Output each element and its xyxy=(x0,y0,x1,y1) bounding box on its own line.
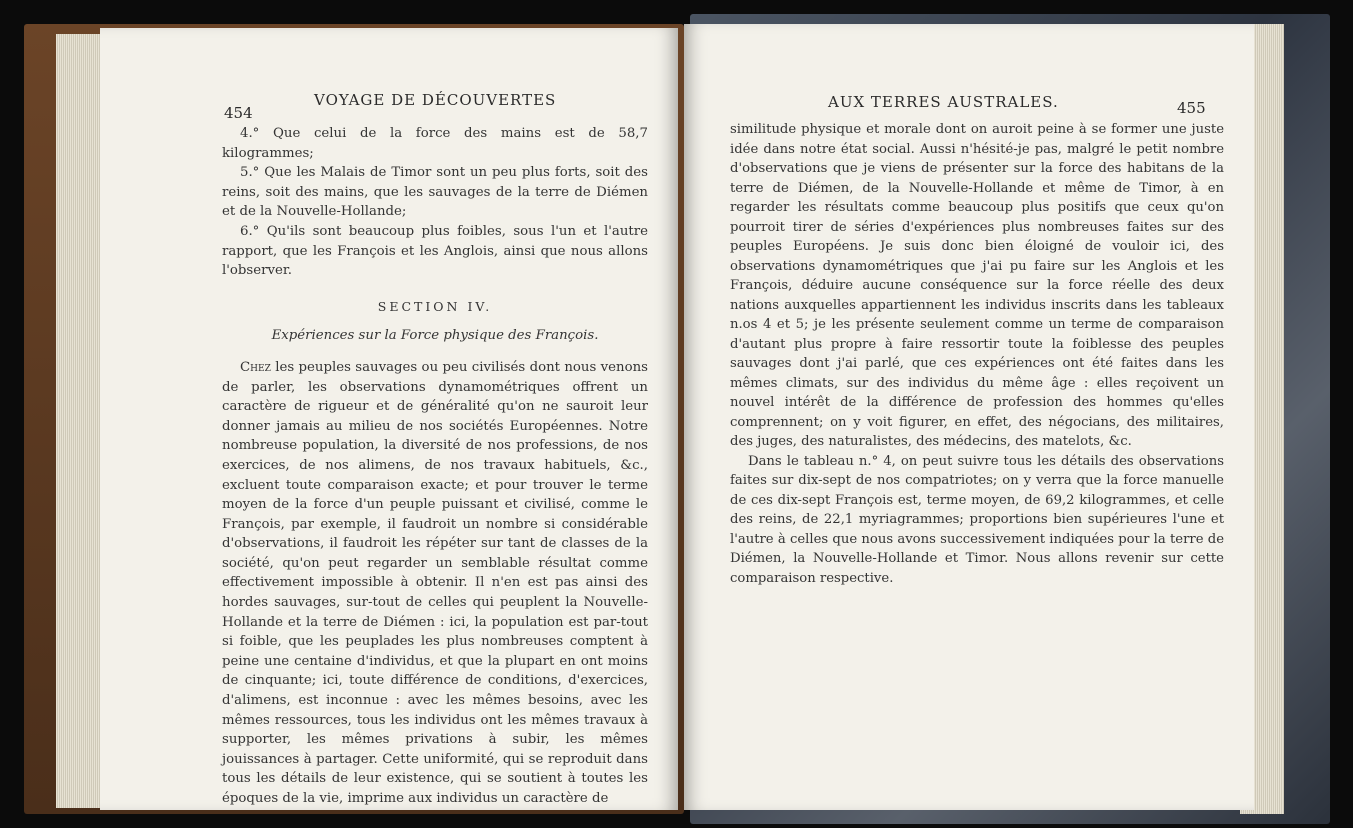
paragraph-2: Dans le tableau n.° 4, on peut suivre tous les détails des observations faites sur dix-sept de nos compatriotes; on y verra que la force manuelle de ces dix-sept François est, terme moyen, de 69,2 kilogrammes, et celle des reins, de 22,1 myriagrammes; proportions bien supérieures l'une et l'autre à celles que nous avons successivement indiquées pour la terre de Diémen, la Nouvelle-Hollande et Timor. Nous allons revenir sur cette comparaison respective. xyxy=(730,453,1224,586)
page-number-right: 455 xyxy=(1177,99,1206,117)
body-text: les peuples sauvages ou peu civilisés dont nous venons de parler, les observations dynamométriques offrent un caractère de rigueur et de généralité qu'on ne sauroit leur donner jamais au milieu de nos sociétés Européennes. Notre nombreuse population, la diversité de nos professions, de nos exercices, de nos alimens, de nos travaux habituels, &c., excluent toute comparaison exacte; et pour trouver le terme moyen de la force d'un peuple puissant et civilisé, comme le François, par exemple, il faudroit un nombre si considérable d'observations, il faudroit les répéter sur tant de classes de la société, qu'on peut regarder un semblable résultat comme effectivement impossible à obtenir. Il n'en est pas ainsi des hordes sauvages, sur-tout de celles qui peuplent la Nouvelle-Hollande et la terre de Diémen : ici, la population est par-tout si foible, que les peuplades les plus nombreuses comptent à peine une centaine d'individus, et que la plupart en ont moins de cinquante; ici, toute différence de conditions, d'exercices, d'alimens, est inconnue : avec les mêmes besoins, avec les mêmes ressources, tous les individus ont les mêmes travaux à supporter, les mêmes privations à subir, les mêmes jouissances à partager. Cette uniformité, qui se reproduit dans tous les détails de leur existence, qui se soutient à toutes les époques de la vie, imprime aux individus un caractère de xyxy=(222,359,649,806)
left-page-edges xyxy=(56,34,102,808)
left-page xyxy=(100,28,678,810)
body-paragraph xyxy=(222,358,648,809)
running-head-right: AUX TERRES AUSTRALES. xyxy=(828,93,1059,111)
running-head-left: VOYAGE DE DÉCOUVERTES xyxy=(314,91,557,109)
right-page xyxy=(684,24,1254,810)
paragraph-1: similitude physique et morale dont on auroit peine à se former une juste idée dans notre état social. Aussi n'hésité-je pas, malgré le petit nombre d'observations que je viens de présenter sur la force des habitans de la terre de Diémen, de la Nouvelle-Hollande et même de Timor, à en regarder les résultats comme beaucoup plus positifs que ceux qu'on pourroit tirer de séries d'expériences plus nombreuses faites sur des peuples Européens. Je suis donc bien éloigné de vouloir ici, des observations dynamométriques que j'ai pu faire sur les Anglois et les François, déduire aucune conséquence sur la force réelle des deux nations auxquelles appartiennent les individus inscrits dans les tableaux n.os 4 et 5; je les présente seulement comme un terme de comparaison d'autant plus propre à faire ressortir toute la foiblesse des peuples sauvages dont j'ai parlé, que ces expériences ont été faites dans les mêmes climats, sur des individus du même âge : elles reçoivent un nouvel intérêt de la différence de profession des hommes qu'elles comprennent; on y voit figurer, en effet, des négocians, des militaires, des juges, des naturalistes, des médecins, des matelots, &c. xyxy=(730,122,1224,449)
list-item-6: 6.° Qu'ils sont beaucoup plus foibles, sous l'un et l'autre rapport, que les François et les Anglois, ainsi que nous allons l'observer. xyxy=(222,223,648,279)
page-number-left: 454 xyxy=(224,104,253,122)
section-heading: SECTION IV. xyxy=(377,298,493,314)
right-page-text xyxy=(730,120,1224,588)
list-item-4: 4.° Que celui de la force des mains est de 58,7 kilogrammes; xyxy=(222,126,648,161)
left-page-text xyxy=(222,124,648,809)
section-subtitle: Expériences sur la Force physique des François. xyxy=(271,328,599,344)
body-lead-word: Chez xyxy=(240,359,271,375)
list-item-5: 5.° Que les Malais de Timor sont un peu plus forts, soit des reins, soit des mains, que les sauvages de la terre de Diémen et de la Nouvelle-Hollande; xyxy=(222,165,648,220)
